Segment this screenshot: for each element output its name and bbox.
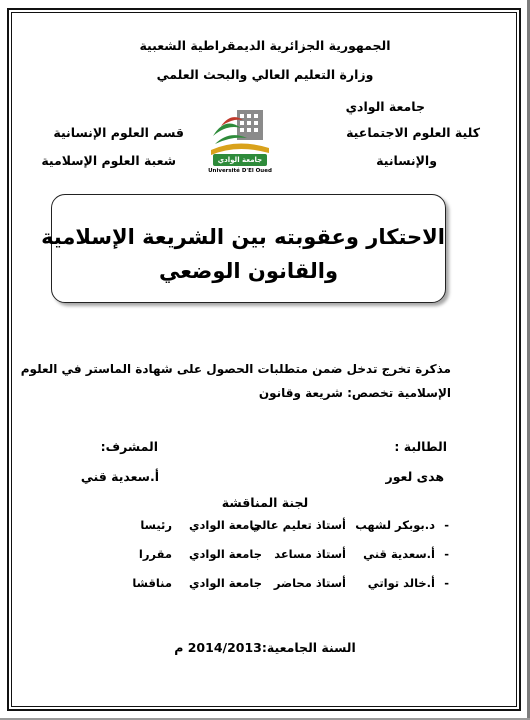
faculty-line1: كلية العلوم الاجتماعية: [346, 125, 480, 140]
description-line2: الإسلامية تخصص: شريعة وقانون: [258, 386, 451, 400]
thesis-title-line2: والقانون الوضعي: [158, 259, 339, 283]
member-university: جامعة الوادي: [188, 518, 262, 532]
member-prefix: -: [444, 576, 449, 590]
member-name: د.بوبكر لشهب: [355, 518, 435, 532]
member-prefix: -: [444, 518, 449, 532]
member-prefix: -: [444, 547, 449, 561]
faculty-line2: والإنسانية: [376, 153, 437, 168]
member-rank: أستاذ مساعد: [274, 547, 346, 561]
university-name: جامعة الوادي: [345, 99, 425, 114]
university-logo: [207, 106, 273, 176]
department-name: قسم العلوم الإنسانية: [53, 125, 184, 140]
committee-member-row: [0, 545, 530, 563]
logo-latin-text: Université D'El Oued: [208, 168, 272, 174]
ministry-line: وزارة التعليم العالي والبحث العلمي: [156, 67, 374, 82]
member-name: أ.سعدية قني: [363, 547, 435, 561]
committee-heading: لجنة المناقشة: [221, 495, 309, 510]
committee-member-row: [0, 574, 530, 592]
supervisor-name: أ.سعدية قني: [80, 469, 159, 484]
academic-year: السنة الجامعية:2014/2013 م: [174, 640, 356, 655]
member-rank: أستاذ تعليم عالي: [250, 518, 346, 532]
student-label: الطالبة :: [394, 439, 447, 454]
member-university: جامعة الوادي: [188, 576, 262, 590]
member-role: مقررا: [138, 547, 172, 561]
thesis-title-line1: الاحتكار وعقوبته بين الشريعة الإسلامية: [41, 225, 445, 249]
description-line1: مذكرة تخرج تدخل ضمن متطلبات الحصول على شهادة الماستر في العلوم: [20, 362, 451, 376]
member-name: أ.خالد تواتي: [367, 576, 435, 590]
member-university: جامعة الوادي: [188, 547, 262, 561]
member-role: رئيسا: [140, 518, 172, 532]
member-role: مناقشا: [132, 576, 172, 590]
thesis-title-box: [41, 194, 446, 303]
logo-arabic-text: جامعة الوادي: [217, 156, 263, 164]
supervisor-label: المشرف:: [100, 439, 158, 454]
republic-line: الجمهورية الجزائرية الديمقراطية الشعبية: [139, 38, 391, 53]
committee-member-row: [0, 516, 530, 534]
student-name: هدى لعور: [385, 469, 444, 484]
member-rank: أستاذ محاضر: [273, 576, 346, 590]
branch-name: شعبة العلوم الإسلامية: [41, 153, 176, 168]
